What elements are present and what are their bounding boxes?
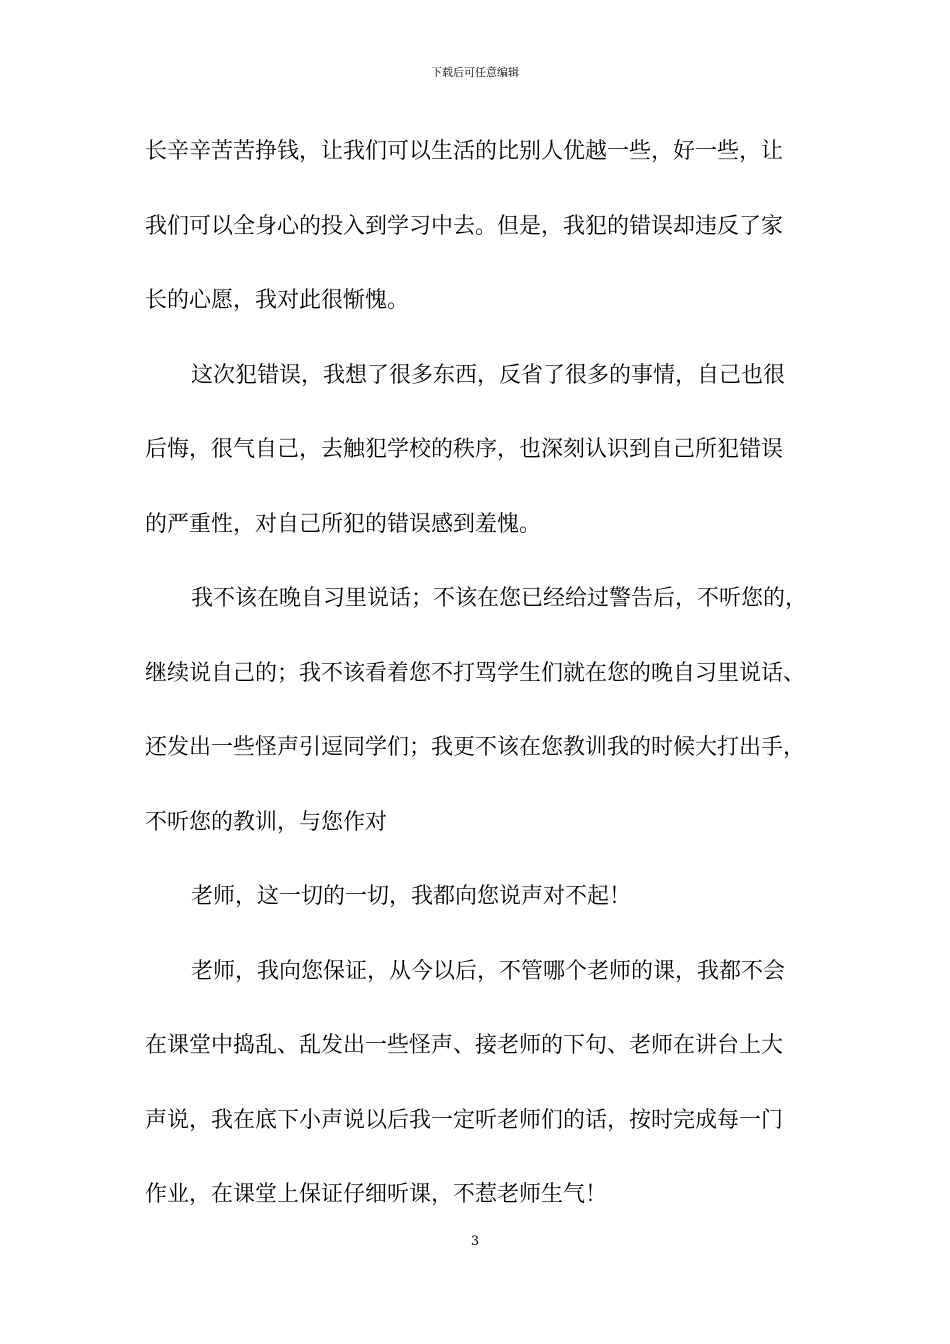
text-line: 的严重性，对自己所犯的错误感到羞愧。 [145, 512, 542, 537]
text-line: 长辛辛苦苦挣钱，让我们可以生活的比别人优越一些，好一些，让 [145, 139, 784, 164]
text-line: 还发出一些怪声引逗同学们；我更不该在您教训我的时候大打出手， [145, 735, 806, 760]
text-line: 继续说自己的；我不该看着您不打骂学生们就在您的晚自习里说话、 [145, 661, 806, 686]
text-line: 不听您的教训，与您作对 [145, 810, 388, 835]
text-line: 长的心愿，我对此很惭愧。 [145, 288, 410, 313]
page-number: 3 [470, 1234, 480, 1249]
text-line: 声说，我在底下小声说以后我一定听老师们的话，按时完成每一门 [145, 1108, 784, 1133]
paragraph-first-line: 我不该在晚自习里说话；不该在您已经给过警告后，不听您的， [191, 586, 808, 611]
text-line: 我们可以全身心的投入到学习中去。但是，我犯的错误却违反了家 [145, 214, 784, 239]
text-line: 后悔，很气自己，去触犯学校的秩序，也深刻认识到自己所犯错误 [145, 437, 784, 462]
paragraph-first-line: 老师，我向您保证，从今以后，不管哪个老师的课，我都不会 [191, 959, 786, 984]
paragraph-first-line: 老师，这一切的一切，我都向您说声对不起！ [191, 884, 632, 909]
text-line: 作业，在课堂上保证仔细听课，不惹老师生气！ [145, 1182, 608, 1207]
page-header: 下载后可任意编辑 [431, 66, 519, 79]
text-line: 在课堂中捣乱、乱发出一些怪声、接老师的下句、老师在讲台上大 [145, 1033, 784, 1058]
paragraph-first-line: 这次犯错误，我想了很多东西，反省了很多的事情，自己也很 [191, 363, 786, 388]
